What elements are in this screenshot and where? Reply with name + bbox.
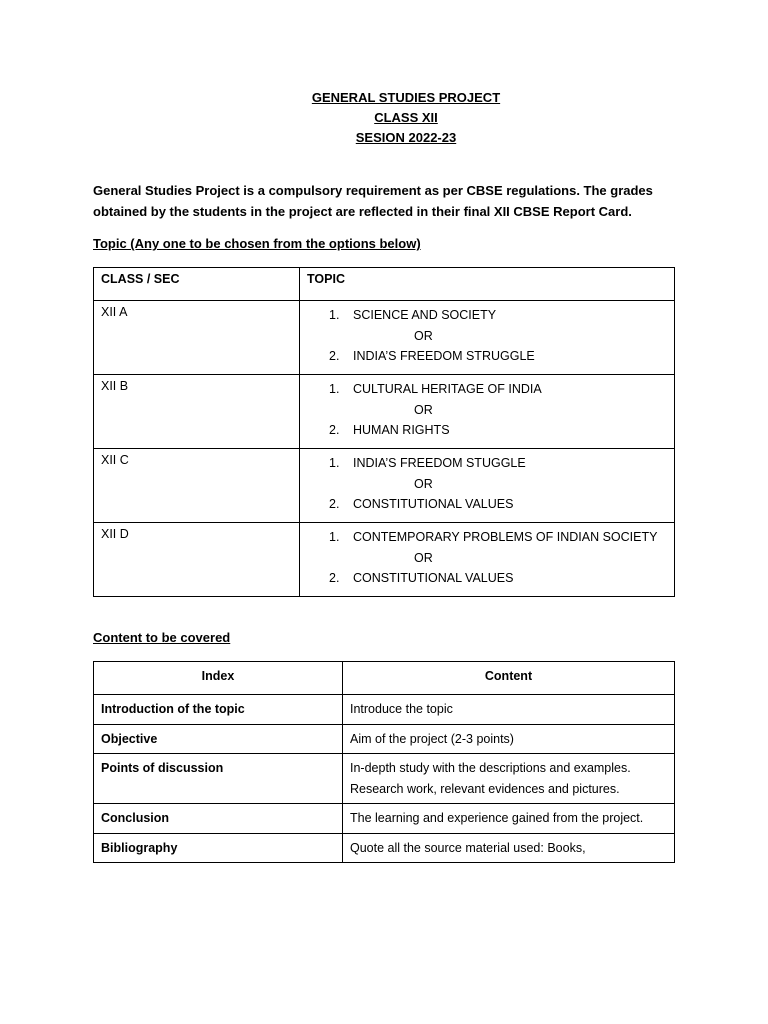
table-row bbox=[94, 724, 675, 754]
topic-option-1: 1. CULTURAL HERITAGE OF INDIA bbox=[329, 382, 542, 396]
topic-option-1: 1. SCIENCE AND SOCIETY bbox=[329, 308, 497, 322]
or-label: OR bbox=[414, 402, 433, 417]
session-title: SESION 2022-23 bbox=[355, 130, 457, 145]
table-row bbox=[94, 449, 675, 523]
section-cell: XII B bbox=[94, 375, 300, 449]
document-title bbox=[0, 88, 768, 148]
topic-table-header bbox=[94, 268, 675, 301]
content-table-header bbox=[94, 662, 675, 695]
topic-options bbox=[307, 305, 667, 367]
header-index: Index bbox=[94, 662, 343, 695]
topic-option-2: 2. CONSTITUTIONAL VALUES bbox=[329, 571, 514, 585]
project-title: GENERAL STUDIES PROJECT bbox=[311, 90, 501, 105]
or-label: OR bbox=[414, 550, 433, 565]
topic-option-2: 2. INDIA’S FREEDOM STRUGGLE bbox=[329, 349, 535, 363]
topic-option-2: 2. CONSTITUTIONAL VALUES bbox=[329, 497, 514, 511]
topic-cell bbox=[300, 375, 675, 449]
section-cell: XII D bbox=[94, 523, 300, 597]
topic-option-2: 2. HUMAN RIGHTS bbox=[329, 423, 450, 437]
topic-cell bbox=[300, 449, 675, 523]
topic-cell bbox=[300, 523, 675, 597]
index-cell: Conclusion bbox=[94, 804, 343, 834]
table-row bbox=[94, 804, 675, 834]
intro-paragraph: General Studies Project is a compulsory requirement as per CBSE regulations. The grades obtained by the students in the project are reflected in their final XII CBSE Report Card. bbox=[93, 183, 653, 219]
index-cell: Objective bbox=[94, 724, 343, 754]
or-label: OR bbox=[414, 328, 433, 343]
content-table bbox=[93, 661, 675, 863]
index-cell: Bibliography bbox=[94, 833, 343, 863]
content-cell: Introduce the topic bbox=[343, 695, 675, 725]
table-row bbox=[94, 833, 675, 863]
topic-heading: Topic (Any one to be chosen from the options below) bbox=[93, 236, 421, 251]
topic-table bbox=[93, 267, 675, 597]
content-cell: Aim of the project (2-3 points) bbox=[343, 724, 675, 754]
topic-options bbox=[307, 379, 667, 441]
table-row bbox=[94, 754, 675, 804]
table-row bbox=[94, 695, 675, 725]
or-label: OR bbox=[414, 476, 433, 491]
topic-options bbox=[307, 453, 667, 515]
header-content: Content bbox=[343, 662, 675, 695]
table-row bbox=[94, 523, 675, 597]
section-cell: XII C bbox=[94, 449, 300, 523]
topic-cell bbox=[300, 301, 675, 375]
table-row bbox=[94, 301, 675, 375]
index-cell: Points of discussion bbox=[94, 754, 343, 804]
content-heading: Content to be covered bbox=[93, 630, 231, 645]
class-title: CLASS XII bbox=[374, 110, 438, 125]
content-cell: Quote all the source material used: Books, bbox=[343, 833, 675, 863]
content-cell: The learning and experience gained from the project. bbox=[343, 804, 675, 834]
content-cell: In-depth study with the descriptions and examples. Research work, relevant evidences and pictures. bbox=[343, 754, 675, 804]
topic-options bbox=[307, 527, 667, 589]
index-cell: Introduction of the topic bbox=[94, 695, 343, 725]
table-row bbox=[94, 375, 675, 449]
header-class-sec: CLASS / SEC bbox=[94, 268, 300, 301]
topic-option-1: 1. CONTEMPORARY PROBLEMS OF INDIAN SOCIETY bbox=[329, 530, 658, 544]
topic-option-1: 1. INDIA’S FREEDOM STUGGLE bbox=[329, 456, 526, 470]
header-topic: TOPIC bbox=[300, 268, 675, 301]
section-cell: XII A bbox=[94, 301, 300, 375]
